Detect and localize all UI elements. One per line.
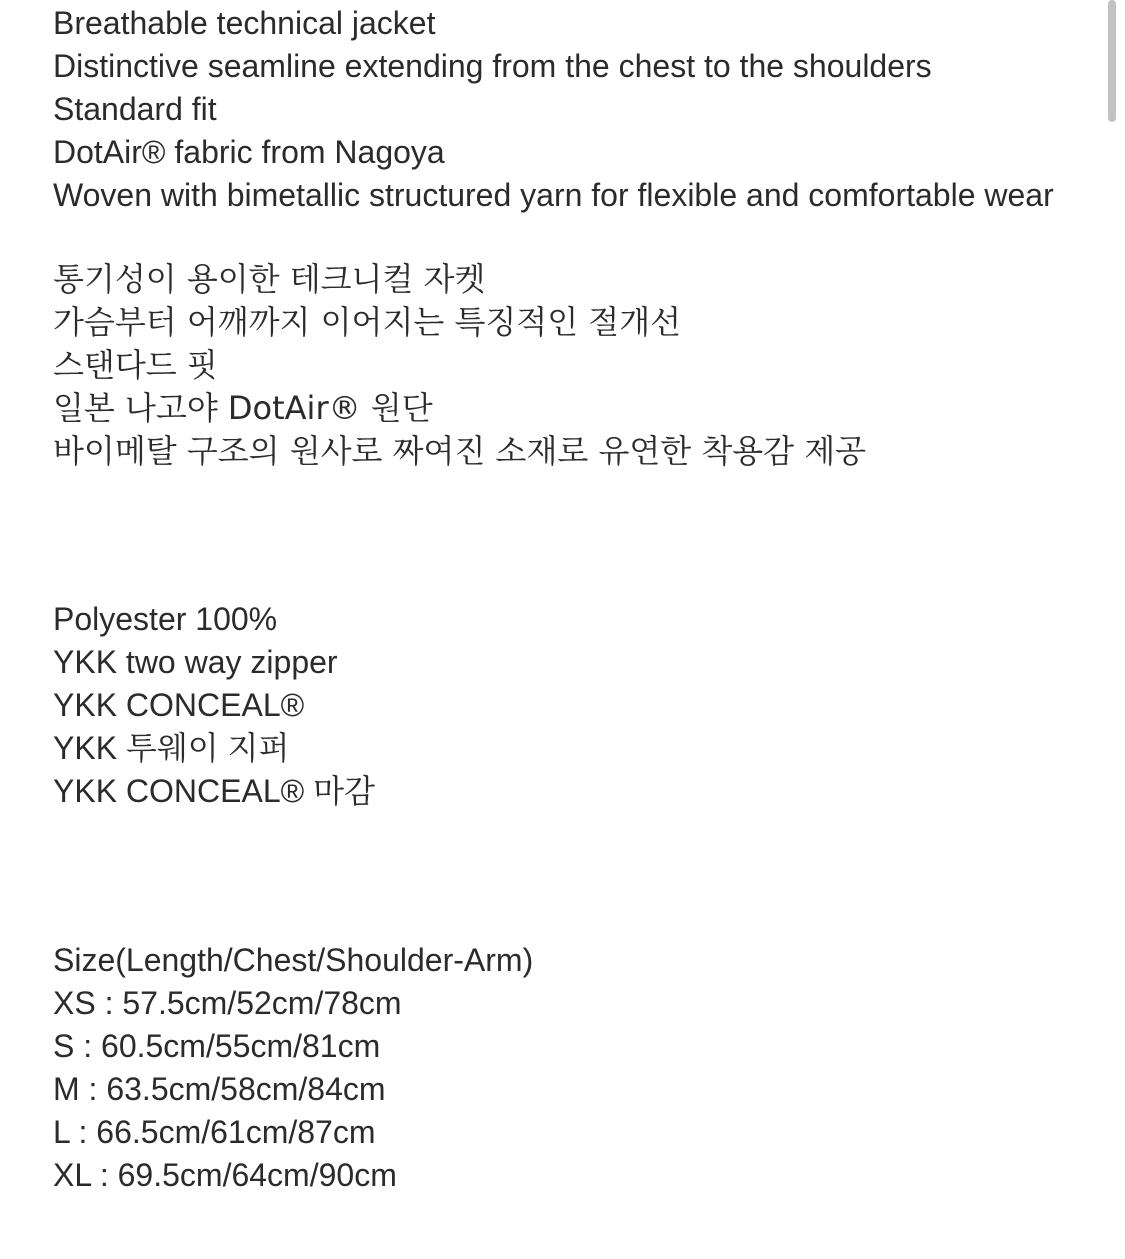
description-line: 일본 나고야 DotAir® 원단 — [53, 389, 433, 427]
description-line: Standard fit — [53, 91, 217, 127]
description-english — [53, 2, 1063, 217]
description-line: 스탠다드 핏 — [53, 346, 218, 384]
scrollbar[interactable] — [1108, 0, 1116, 122]
size-row: L : 66.5cm/61cm/87cm — [53, 1114, 376, 1150]
material-line: YKK CONCEAL® 마감 — [53, 773, 375, 809]
material-line: Polyester 100% — [53, 601, 278, 637]
materials-section — [53, 598, 1063, 813]
material-line: YKK CONCEAL® — [53, 687, 305, 723]
size-row: M : 63.5cm/58cm/84cm — [53, 1071, 386, 1107]
size-header: Size(Length/Chest/Shoulder-Arm) — [53, 942, 534, 978]
description-line: 바이메탈 구조의 원사로 짜여진 소재로 유연한 착용감 제공 — [53, 432, 867, 470]
description-line: Distinctive seamline extending from the chest to the shoulders — [53, 48, 932, 84]
size-row: XS : 57.5cm/52cm/78cm — [53, 985, 402, 1021]
description-line: DotAir® fabric from Nagoya — [53, 134, 445, 170]
material-line: YKK two way zipper — [53, 644, 338, 680]
description-line: Woven with bimetallic structured yarn for flexible and comfortable wear — [53, 177, 1054, 213]
description-korean — [53, 258, 1063, 473]
material-line: YKK 투웨이 지퍼 — [53, 730, 290, 766]
size-section — [53, 939, 1063, 1197]
size-row: S : 60.5cm/55cm/81cm — [53, 1028, 381, 1064]
description-line: 통기성이 용이한 테크니컬 자켓 — [53, 260, 486, 298]
description-line: 가슴부터 어깨까지 이어지는 특징적인 절개선 — [53, 303, 682, 341]
product-details — [53, 0, 1063, 1197]
size-row: XL : 69.5cm/64cm/90cm — [53, 1157, 397, 1193]
description-line: Breathable technical jacket — [53, 5, 436, 41]
